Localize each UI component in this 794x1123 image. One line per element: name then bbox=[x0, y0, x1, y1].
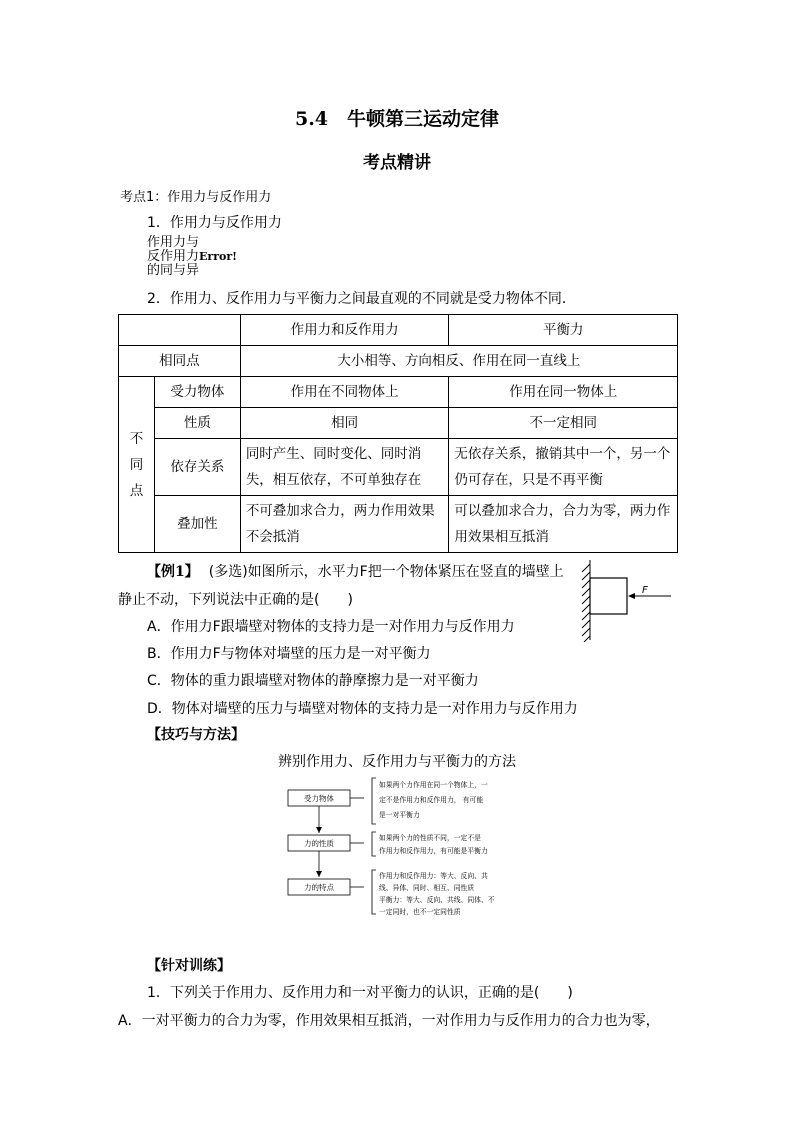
table-row bbox=[119, 439, 678, 496]
example-stem-line-2: 静止不动，下列说法中正确的是( ) bbox=[118, 592, 353, 608]
block-rect bbox=[590, 578, 627, 614]
example-tag: 【例1】 bbox=[147, 564, 199, 580]
row-a-cell: 同时产生、同时变化、同时消失，相互依存，不可单独存在 bbox=[240, 439, 449, 496]
same-diff-line-2 bbox=[147, 250, 237, 264]
row-b-cell: 可以叠加求合力，合力为零，两力作用效果相互抵消 bbox=[449, 496, 678, 553]
table-header-empty bbox=[119, 315, 241, 346]
table-row bbox=[119, 408, 678, 439]
flow-note-line: 平衡力：等大、反向、共线、同体、不 bbox=[379, 896, 495, 904]
table-header-cell: 作用力和反作用力 bbox=[240, 315, 449, 346]
table-header-cell: 平衡力 bbox=[449, 315, 678, 346]
row-label-cell: 受力物体 bbox=[154, 377, 240, 408]
method-tag: 【技巧与方法】 bbox=[147, 727, 245, 743]
flow-note-line: 是一对平衡力 bbox=[379, 811, 420, 819]
option-d: D．物体对墙壁的压力与墙壁对物体的支持力是一对作用力与反作用力 bbox=[147, 701, 578, 717]
example-stem-line-1 bbox=[147, 561, 564, 581]
flow-box-label: 力的特点 bbox=[304, 883, 334, 892]
flow-note-line: 作用力和反作用力，有可能是平衡力 bbox=[379, 847, 488, 855]
item-1-heading: 1．作用力与反作用力 bbox=[147, 215, 282, 231]
flow-note-line: 作用力和反作用力：等大、反向、共 bbox=[379, 872, 488, 880]
row-a-cell: 相同 bbox=[240, 408, 449, 439]
same-diff-block bbox=[147, 236, 237, 278]
page-title: 5.4 牛顿第三运动定律 bbox=[294, 108, 500, 130]
flow-note-line: 如果两个力作用在同一个物体上，一 bbox=[379, 781, 488, 789]
same-value-cell: 大小相等、方向相反、作用在同一直线上 bbox=[240, 346, 677, 377]
example-stem-1-text: (多选)如图所示，水平力F把一个物体紧压在竖直的墙壁上 bbox=[208, 564, 564, 580]
row-b-cell: 作用在同一物体上 bbox=[449, 377, 678, 408]
flow-box-label: 力的性质 bbox=[304, 839, 334, 848]
training-tag: 【针对训练】 bbox=[147, 958, 231, 974]
flow-note-line: 线、异体、同时、相互、同性质 bbox=[379, 884, 475, 892]
diff-label-char: 不 bbox=[129, 430, 144, 447]
diff-label-cell bbox=[119, 377, 155, 553]
method-title: 辨别作用力、反作用力与平衡力的方法 bbox=[278, 754, 516, 770]
row-a-cell: 不可叠加求合力，两力作用效果不会抵消 bbox=[240, 496, 449, 553]
table-header-row bbox=[119, 315, 678, 346]
kaodian-heading: 考点1：作用力与反作用力 bbox=[120, 190, 272, 205]
table-row-same bbox=[119, 346, 678, 377]
error-text: Error! bbox=[199, 250, 237, 263]
same-label-cell: 相同点 bbox=[119, 346, 241, 377]
row-b-cell: 无依存关系，撤销其中一个，另一个仍可存在，只是不再平衡 bbox=[449, 439, 678, 496]
row-a-cell: 作用在不同物体上 bbox=[240, 377, 449, 408]
flow-note-line: 一定同时，也不一定同性质 bbox=[379, 908, 461, 916]
row-label-cell: 性质 bbox=[154, 408, 240, 439]
diff-label-char: 点 bbox=[129, 482, 144, 499]
option-b: B．作用力F与物体对墙壁的压力是一对平衡力 bbox=[147, 646, 431, 662]
table-row bbox=[119, 496, 678, 553]
item-2-text: 2．作用力、反作用力与平衡力之间最直观的不同就是受力物体不同． bbox=[147, 291, 576, 307]
force-label: F bbox=[642, 585, 648, 596]
same-diff-line-2-text: 反作用力 bbox=[147, 249, 200, 264]
wall-block-figure bbox=[578, 558, 678, 642]
row-b-cell: 不一定相同 bbox=[449, 408, 678, 439]
row-label-cell: 依存关系 bbox=[154, 439, 240, 496]
same-diff-line-3: 的同与异 bbox=[147, 263, 200, 278]
comparison-table bbox=[118, 314, 678, 553]
diff-label-char: 同 bbox=[129, 456, 144, 473]
training-q1: 1．下列关于作用力、反作用力和一对平衡力的认识，正确的是( ) bbox=[147, 985, 573, 1001]
table-row bbox=[119, 377, 678, 408]
method-flow-diagram bbox=[284, 776, 540, 918]
row-label-cell: 叠加性 bbox=[154, 496, 240, 553]
training-q1-option-a: A．一对平衡力的合力为零，作用效果相互抵消，一对作用力与反作用力的合力也为零， bbox=[118, 1013, 660, 1029]
force-arrow bbox=[628, 593, 671, 599]
flow-note-line: 如果两个力的性质不同，一定不是 bbox=[379, 834, 481, 842]
flow-box-label: 受力物体 bbox=[304, 794, 334, 803]
option-a: A．作用力F跟墙壁对物体的支持力是一对作用力与反作用力 bbox=[147, 619, 515, 635]
same-diff-line-1: 作用力与 bbox=[147, 235, 200, 250]
option-c: C．物体的重力跟墙壁对物体的静摩擦力是一对平衡力 bbox=[147, 673, 479, 689]
section-subtitle: 考点精讲 bbox=[363, 153, 431, 173]
wall-hatching bbox=[582, 560, 590, 642]
flow-note-line: 定不是作用力和反作用力， 有可能 bbox=[379, 796, 484, 804]
